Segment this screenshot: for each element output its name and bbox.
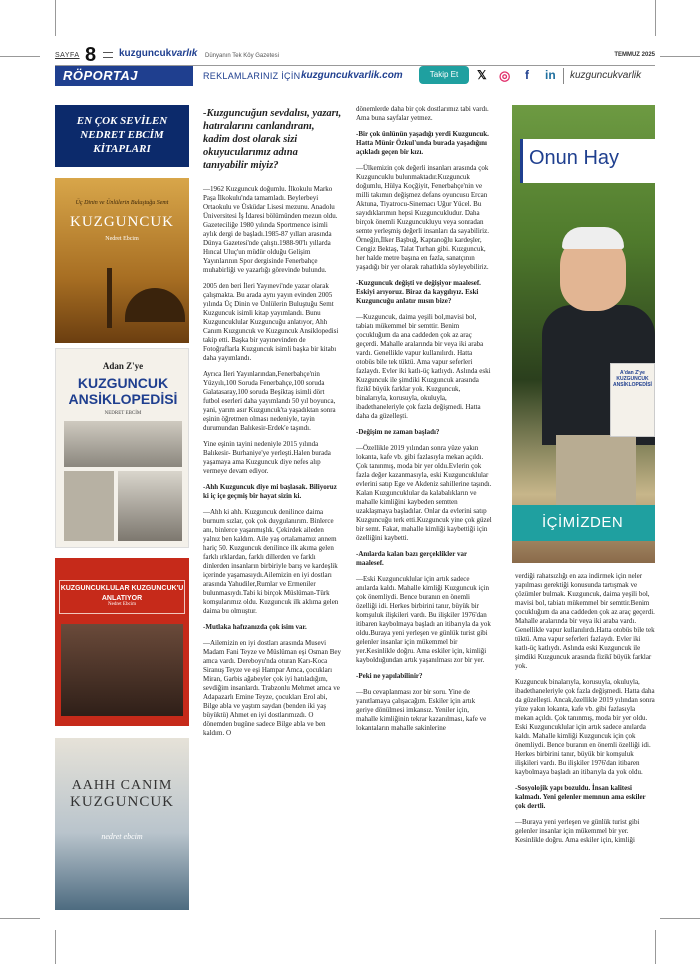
photo-image bbox=[64, 421, 182, 467]
mosque-icon bbox=[125, 288, 185, 322]
interview-question: -Kuzguncuk değişti ve değişiyor maalesef. Eskiyi arıyoruz. Biraz da kaygılıyız. Eski Kuzguncuğu anlatır mısın bize? bbox=[356, 279, 481, 305]
portrait-section-band: İÇİMİZDEN bbox=[512, 505, 655, 541]
interview-question: -Ahh Kuzguncuk diye mi başlasak. Biliyoruz ki iç içe geçmiş bir hayat sizin ki. bbox=[203, 483, 337, 500]
page-number: 8 bbox=[85, 44, 97, 66]
section-banner bbox=[55, 66, 655, 86]
issue-date: TEMMUZ 2025 bbox=[614, 52, 655, 58]
interview-question: -Anılarda kalan bazı gerçeklikler var maalesef. bbox=[356, 550, 467, 567]
books-heading: EN ÇOK SEVİLEN NEDRET EBCİM KİTAPLARI bbox=[55, 105, 189, 167]
paragraph: verdiği rahatsızlığı en aza indirmek için neler yapılması gerektiği konusunda tartışmak ve çözümler bulmak. Kuzguncuk, daima yeşili bol, mavisi bol, tabiatı mükemmel bir semttir.Benim çocukluğum da ana caddeden çok az araç geçerdi. Mahalle aralarında bir veya iki araba vardı. Genellikle vapur kullanılırdı.Hatta otobüs bile tek tüktü. Ama vapur seferleri fazlaydı. Evler iki katlı-üç katlıydı. Aslında eski Kuzguncuk ile şimdiki Kuzguncuk arasında fizikî büyük farklar yok. bbox=[515, 572, 655, 670]
hair-shape bbox=[562, 227, 624, 249]
article-column-2 bbox=[356, 105, 492, 740]
book-cover-kuzguncuk: Üç Dinin ve Ünlülerin Buluştuğu Semt KUZGUNCUK Nedret Ebcim bbox=[55, 178, 189, 343]
pants-shape bbox=[556, 435, 636, 515]
photo-image bbox=[64, 471, 114, 541]
interview-question: -Peki ne yapılabilinir? bbox=[356, 672, 423, 680]
x-icon[interactable]: 𝕏 bbox=[477, 68, 487, 82]
paragraph: —Buraya yeni yerleşen ve günlük turist gibi gelenler insanlar için mükemmel bir yer. Kesinlikle doğru. Ama eskiler için, kimliği bbox=[515, 818, 640, 844]
photo-image bbox=[118, 471, 182, 541]
paragraph: —Ülkemizin çok değerli insanları arasında çok Kuzguncuklu bulunmaktadır.Kuzguncuk doğumlu, Hülya Koçğiyit, Fenerbahçe'nin ve milli takımın değişmez defans oyuncusu Ercan Aktuna, Tiyatrocu-Sinemacı Uğur Yücel. Bu sayıdıklarımın hepsi Kuzguncukludur. Daha birçok önemli Kuzguncukluyu veya sonradan semte yerleşmiş değerli insanları da sayabiliriz. Örneğin,İlker Başbuğ, Kaptanoğlu kardeşler, Cengiz Bektaş, Talat Turhan gibi. Kuzguncuk, her halde metre başına en fazla, sanatçının yaşadığı bir yer olarak rahatlıkla söyleyebiliriz. bbox=[356, 164, 489, 271]
social-handle: kuzguncukvarlik bbox=[563, 68, 655, 84]
portrait-heading-band: Onun Hay bbox=[520, 139, 655, 183]
book-cover-ansiklopedi: Adan Z'ye KUZGUNCUK ANSİKLOPEDİSİ NEDRET EBCİM bbox=[55, 348, 189, 548]
minaret-icon bbox=[107, 268, 112, 328]
paragraph: 2005 den beri İleri Yayınevi'nde yazar olarak çalışmakta. Bu arada aynı yayın evinden 2005 yılında Üç Dinin ve Ünlülerin Buluştuğu Semt Kuzguncuk isimli kitap yayımlandı. Bunu Kuzguncuklular Kuzguncuğu anlatıyor, Ahh Canım Kuzguncuk ve Kuzguncuk Ansiklopedisi takip etti. Başka bir yayınevinden de Fotoğraflarla Kuzguncuk isimli başka bir kitabı daha yayımlandı. bbox=[203, 282, 339, 362]
article-column-3 bbox=[515, 572, 655, 852]
paragraph: —1962 Kuzguncuk doğumlu. İlkokulu Marko Paşa İlkokulu'nda tamamladı. Beylerbeyi Ortaokulu ve Üsküdar Lisesi mezunu. Anadolu Üniversitesi İş İdaresi bölümünden mezun oldu. Gazeteciliğe 1980 yılında Sportmence isimli aylık dergi de başladı.1985-87 yılları arasında Dünya Gazetesi'nde çalıştı.1988-90'lı yıllarda Hıncal Uluç'un müdür olduğu Gelişim Yayınlarının Spor dergisinde Fenerbahçe muhabirliği ve yazarlığı görevinde bulundu. bbox=[203, 185, 338, 274]
paragraph: —Eski Kuzguncuklular için artık sadece anılarda kaldı. Mahalle kimliği Kuzguncuk için çok önemliydi. Bence buranın en önemli özelliği idi. Herkes birbirini tanır, büyük bir komşuluk ilişkileri vardı. Bu ilişkiler 1976'dan itibaren kaybolmaya başladı an itibarıyla da yok oldu.Buraya yeni yerleşen ve günlük turist gibi gelenler insanlar için mükemmel bir yer.Kesinlikle doğru. Ama eskiler için, kimliği kaybolduğundan artık yaşanılması zor bir yer. bbox=[356, 575, 491, 664]
ad-text: REKLAMLARINIZ İÇİN bbox=[203, 71, 301, 81]
held-book: A'dan Z'ye KUZGUNCUK ANSİKLOPEDİSİ bbox=[610, 363, 655, 437]
article-column-1 bbox=[203, 185, 341, 745]
paragraph: —Kuzguncuk, daima yeşili bol,mavisi bol, tabiatı mükemmel bir semttir. Benim çocukluğum da ana caddeden çok az araç geçerdi. Mahalle aralarında bir veya iki araba vardı. Genellikle vapur kullanılırdı. Hatta otobüs bile tek tüktü. Ama vapur seferleri fazlaydı. Evler iki katlı-üç katlıydı. Aslında eski Kuzguncuk ile şimdiki Kuzguncuk arasında fizikî büyük farklar yok. Kuzguncuk, binalarıyla, korusuyla, okuluyla, ibadethaneleriyle çok fazla değişmedi. Hatta daha da güzelleşti. bbox=[356, 313, 491, 420]
paragraph: dönemlerde daha bir çok dostlarımız tabi vardı. Ama buna sayfalar yetmez. bbox=[356, 105, 489, 122]
portrait-photo bbox=[512, 105, 655, 563]
book-cover-kuzguncuklular: KUZGUNCUKLULAR KUZGUNCUK'U ANLATIYOR Nedret Ebcim bbox=[55, 558, 189, 726]
crop-mark bbox=[0, 56, 40, 57]
divider-icon bbox=[103, 52, 113, 58]
paragraph: —Ailemizin en iyi dostları arasında Musevi Madam Fani Teyze ve Müslüman eşi Osman Bey amca vardı. Dereboyu'nda oturan Karı-Koca Siranuş Teyze ve eşi Hampar Amca, çocukları Miran, Garbis ağabeyler çok iyi hatıladığım, sevdiğim insanlardı. Trabzonlu Mehmet amca ve Adapazarlı Emine Teyze, çocukları Erol abi, Bilge abla ve yaştım saydan (benden iki yaş büyüktü) Ahmet en iyi dostlarımızdı. O dönemden bugüne sadece Bilge abla ve ben kaldım. O bbox=[203, 639, 341, 737]
facebook-icon[interactable]: f bbox=[525, 68, 529, 82]
photo-image bbox=[61, 624, 183, 716]
crop-mark bbox=[655, 930, 656, 964]
interview-question: -Bir çok ünlünün yaşadığı yerdi Kuzguncuk. Hatta Münir Özkul'unda burada yaşadığını açıkladı geçen bir kızı. bbox=[356, 130, 489, 156]
paragraph: —Özellikle 2019 yılından sonra yüze yakın lokanta, kafe vb. gibi fazlasıyla mekan açıldı. Çok tanınmış, moda bir yer oldu.Evlerin çok fazla değer kazanmasıyla, eski Kuzguncuklular evlerini satıp Ege ve Akdeniz sahillerine taşındı. Kalan Kuzguncuklular da kalabalıkların ve mahalle kimliğini kaybeden semtten uzaklaşmaya başladılar. Onlar da evlerini satıp Kuzguncuğu terk etti.Kuzguncuk yine çok güzel bir semt. Fakat, mahalle kimliği kaybettiği için özelliğini kaybetti. bbox=[356, 444, 492, 542]
intro-question: -Kuzguncuğun sevdalısı, yazarı, hatıralarını canlandıranı, kadim dost olarak sizi okuyucularımız adına tanıyabilir miyiz? bbox=[203, 108, 342, 171]
slogan: Dünyanın Tek Köy Gazetesi bbox=[205, 53, 279, 59]
crop-mark bbox=[55, 930, 56, 964]
page-header bbox=[55, 46, 655, 66]
crop-mark bbox=[55, 0, 56, 36]
instagram-icon[interactable]: ◎ bbox=[499, 68, 511, 83]
ad-url[interactable]: kuzguncukvarlik.com bbox=[301, 70, 403, 81]
follow-button[interactable]: Takip Et bbox=[419, 66, 469, 84]
interview-question: -Sosyolojik yapı bozuldu. İnsan kalitesi kalmadı. Yeni gelenler memnun ama eskiler çok dertli. bbox=[515, 784, 646, 810]
crop-mark bbox=[660, 918, 700, 919]
page-label: SAYFA bbox=[55, 52, 80, 59]
paragraph: —Ahh ki ahh. Kuzguncuk denilince daima burnum sızlar, çok çok duygulanırım. Binlerce anı, binlerce yaşanmışlık. Çekirdek aileden yalnız ben kaldım. Aile yaş ortalamamız annem hariç 50. Kuzguncuk denilince ilk akıma gelen farklı ırklardan, farklı dillerden ve farklı dinlerden insanların birbiriyle barış ve kardeşlik içerinde yaşamasıydı.Ailemizin en iyi dostları arasında Yahudiler,Rumlar ve Ermeniler bulunmasıydı.Tabi ki birçok Müslüman-Türk komşularımız oldu. Kuzguncuk ilk aklıma gelen daima bu olmuştur. bbox=[203, 508, 339, 615]
paragraph: —Bu cevaplanması zor bir soru. Yine de yanıtlamaya çalışacağım. Eskiler için artık geriye dönülmesi imkansız. Yeniler için, mahalle kimliğinin tekrar kazanılması, kafe ve lokantaların mahalle sakinlerine bbox=[356, 688, 487, 732]
crop-mark bbox=[0, 918, 40, 919]
book-cover-aahh-canim: AAHH CANIM KUZGUNCUK nedret ebcim bbox=[55, 738, 189, 910]
crop-mark bbox=[660, 56, 700, 57]
brand-logo: kuzguncukvarlık bbox=[119, 48, 198, 59]
interview-question: -Değişim ne zaman başladı? bbox=[356, 428, 440, 436]
interview-question: -Mutlaka hafızanızda çok isim var. bbox=[203, 623, 307, 631]
paragraph: Ayrıca İleri Yayınlarından,Fenerbahçe'nin Yüzyılı,100 Soruda Fenerbahçe,100 soruda Galatasaray,100 soruda Beşiktaş isimli dört futbol eserleri daha yayımlandı 50 yıl boyunca, yani, yarım asır Kuzguncuk'ta yaşadıktan sonra eşinin öğretmen olması nedeniyle, tayin durumundan Balıkesir-Erdek'e taşındı. bbox=[203, 370, 336, 432]
paragraph: Kuzguncuk binalarıyla, korusuyla, okuluyla, ibadethaneleriyle çok fazla değişmedi. Hatta daha da güzelleşti. Ancak,özellikle 2019 yılından sonra yüze yakın lokanta, kafe vb. gibi fazlasıyla mekan açıldı. Çok tanınmış, moda bir yer oldu. Eski Kuzguncuklular için artık sadece anılarda kaldı. Mahalle kimliği Kuzguncuk için çok önemliydi. Bence buranın en önemli özelliği idi. Herkes birbirini tanır, büyük bir komşuluk ilişkileri vardı. Bu ilişkiler 1976'dan itibaren kaybolmaya başladı an itibarıyla da yok oldu. bbox=[515, 678, 655, 776]
crop-mark bbox=[655, 0, 656, 36]
linkedin-icon[interactable]: in bbox=[545, 68, 556, 82]
paragraph: Yine eşinin tayini nedeniyle 2015 yılında Balıkesir- Burhaniye'ye yerleşti.Halen burada yaşamaya ama Kuzguncuk diye nefes alıp vermeye devam ediyor. bbox=[203, 440, 331, 475]
section-tag: RÖPORTAJ bbox=[55, 66, 193, 86]
